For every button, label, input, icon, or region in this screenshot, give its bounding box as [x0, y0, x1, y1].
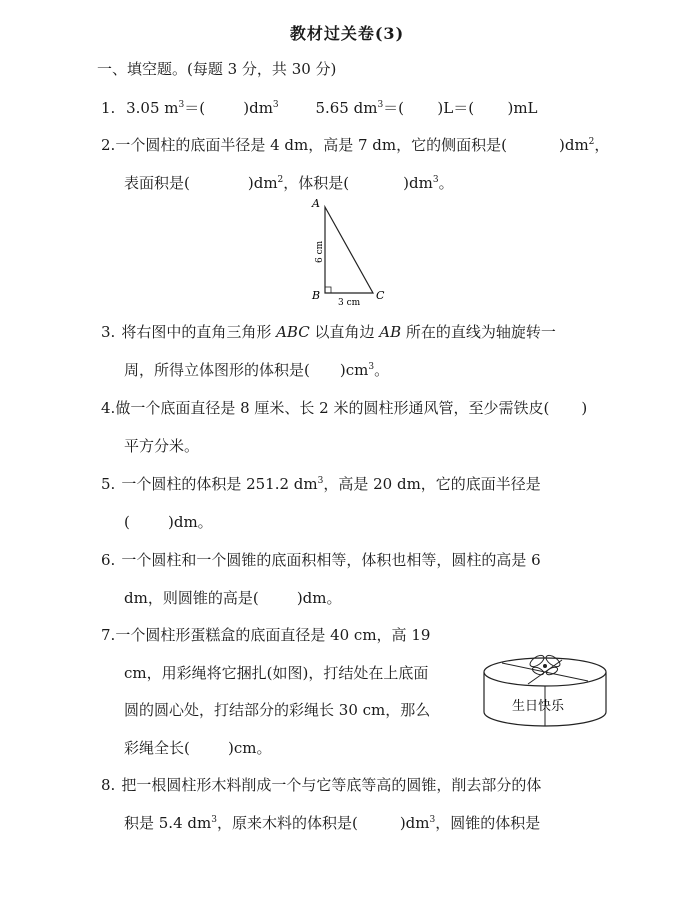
side-bc-length: 3 cm: [338, 298, 361, 308]
section-heading: 一、填空题。(每题 3 分，共 30 分): [97, 60, 337, 78]
question-5-line-1: 5. 一个圆柱的体积是 251.2 $dm^3$，高是 20 dm，它的底面半径是: [101, 475, 541, 493]
answer-blank[interactable]: [205, 99, 243, 117]
question-7-line-3: 圆的圆心处，打结部分的彩绳长 30 cm，那么: [124, 701, 431, 719]
right-triangle-figure: [300, 195, 400, 310]
answer-blank[interactable]: [474, 99, 507, 117]
question-1: 1. 3.05 $m^3=$( )$dm^3$ 5.65 $dm^3=$( )L＝( )mL: [101, 99, 538, 117]
question-5-line-2: ( )dm。: [124, 513, 213, 531]
cake-label: 生日快乐: [512, 699, 565, 714]
question-8-line-2: 积是 5.4 $dm^3$，原来木料的体积是( )$dm^3$，圆锥的体积是: [124, 814, 541, 832]
cake-box-figure: [478, 644, 612, 734]
question-3-line-1: 3. 将右图中的直角三角形 ABC 以直角边 AB 所在的直线为轴旋转一: [101, 323, 556, 341]
question-number: 1.: [101, 99, 116, 117]
question-8-line-1: 8. 把一根圆柱形木料削成一个与它等底等高的圆锥，削去部分的体: [101, 776, 542, 794]
question-4-line-2: 平方分米。: [124, 437, 200, 455]
page-title: 教材过关卷(3): [289, 24, 405, 43]
question-4-line-1: 4.做一个底面直径是 8 厘米、长 2 米的圆柱形通风管，至少需铁皮( ): [101, 399, 588, 417]
answer-blank[interactable]: [404, 99, 437, 117]
question-2-line-1: 2.一个圆柱的底面半径是 4 dm，高是 7 dm，它的侧面积是( )$dm^2$，: [101, 136, 610, 154]
question-7-line-4: 彩绳全长( )cm。: [124, 739, 272, 757]
question-7-line-1: 7.一个圆柱形蛋糕盒的底面直径是 40 cm，高 19: [101, 626, 431, 644]
question-6-line-1: 6. 一个圆柱和一个圆锥的底面积相等，体积也相等，圆柱的高是 6: [101, 551, 541, 569]
question-3-line-2: 周，所得立体图形的体积是( )$cm^3$。: [124, 361, 390, 379]
question-7-line-2: cm，用彩绳将它捆扎(如图)，打结处在上底面: [124, 664, 429, 682]
vertex-a-label: A: [312, 197, 320, 210]
question-6-line-2: dm，则圆锥的高是( )dm。: [124, 589, 342, 607]
side-ab-length: 6 cm: [315, 240, 325, 263]
question-2-line-2: 表面积是( )$dm^2$，体积是( )$dm^3$。: [124, 174, 454, 192]
vertex-b-label: B: [312, 289, 321, 302]
vertex-c-label: C: [376, 289, 385, 302]
